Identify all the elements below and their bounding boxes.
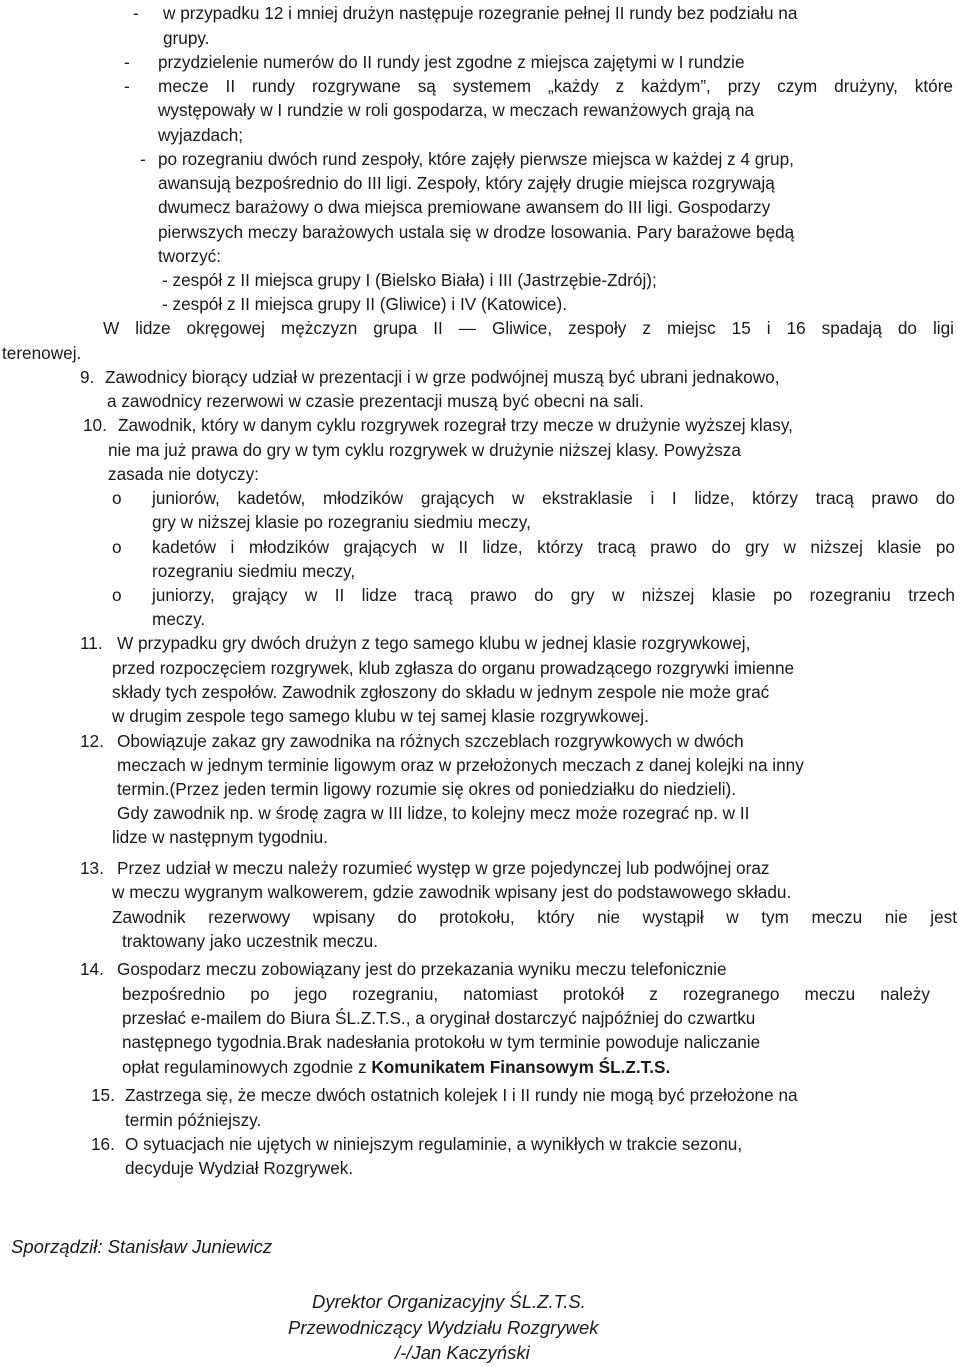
- rule-line: tworzyć:: [158, 246, 222, 266]
- point-text: Zastrzega się, że mecze dwóch ostatnich kolejek I i II rundy nie mogą być przełożone na: [125, 1085, 798, 1105]
- point-text: O sytuacjach nie ujętych w niniejszym regulaminie, a wynikłych w trakcie sezonu,: [125, 1134, 743, 1154]
- prepared-by: Sporządził: Stanisław Juniewicz: [11, 1236, 273, 1257]
- point-number: 9.: [80, 367, 95, 387]
- point-number: 14.: [80, 959, 104, 979]
- point-text: bezpośrednio po jego rozegraniu, natomiast protokół z rozegranego meczu należy: [122, 984, 930, 1004]
- point-text: termin późniejszy.: [125, 1110, 262, 1130]
- point-text: a zawodnicy rezerwowi w czasie prezentacji muszą być obecni na sali.: [107, 391, 644, 411]
- point-text: nie ma już prawa do gry w tym cyklu rozgrywek w drużynie niższej klasy. Powyższa: [108, 440, 741, 460]
- bullet-text: gry w niższej klasie po rozegraniu siedmiu meczy,: [152, 512, 531, 532]
- rule-line: mecze II rundy rozgrywane są systemem „każdy z każdym”, przy czym drużyny, które: [158, 76, 953, 96]
- dash-marker: -: [124, 52, 130, 72]
- point-text: Zawodnicy biorący udział w prezentacji i w grze podwójnej muszą być ubrani jednakowo,: [105, 367, 780, 387]
- rule-line: pierwszych meczy barażowych ustala się w drodze losowania. Pary barażowe będą: [158, 222, 795, 242]
- point-text: następnego tygodnia.Brak nadesłania protokołu w tym terminie powoduje naliczanie: [122, 1032, 761, 1052]
- playoff-pair: - zespół z II miejsca grupy I (Bielsko Biała) i III (Jastrzębie-Zdrój);: [162, 270, 657, 290]
- rule-line: wyjazdach;: [158, 125, 244, 145]
- point-text: w drugim zespole tego samego klubu w tej samej klasie rozgrywkowej.: [112, 706, 649, 726]
- point-number: 13.: [80, 858, 104, 878]
- point-text: Obowiązuje zakaz gry zawodnika na różnych szczeblach rozgrywkowych w dwóch: [117, 731, 744, 751]
- rule-line: grupy.: [163, 28, 210, 48]
- playoff-pair: - zespół z II miejsca grupy II (Gliwice) i IV (Katowice).: [162, 294, 567, 314]
- finance-reference: Komunikatem Finansowym ŚL.Z.T.S.: [371, 1057, 671, 1077]
- signature-title: Przewodniczący Wydziału Rozgrywek: [288, 1317, 599, 1338]
- point-text: Zawodnik rezerwowy wpisany do protokołu, który nie wystąpił w tym meczu nie jest: [112, 907, 957, 927]
- point-number: 15.: [91, 1085, 115, 1105]
- relegation-note: W lidze okręgowej mężczyzn grupa II — Gliwice, zespoły z miejsc 15 i 16 spadają do ligi: [103, 318, 954, 338]
- point-number: 12.: [80, 731, 104, 751]
- point-text: w meczu wygranym walkowerem, gdzie zawodnik wpisany jest do podstawowego składu.: [112, 882, 792, 902]
- dash-marker: -: [133, 3, 139, 23]
- dash-marker: -: [124, 76, 130, 96]
- point-text: W przypadku gry dwóch drużyn z tego samego klubu w jednej klasie rozgrywkowej,: [117, 633, 751, 653]
- rule-line: przydzielenie numerów do II rundy jest zgodne z miejsca zajętymi w I rundzie: [158, 52, 745, 72]
- rule-line: dwumecz barażowy o dwa miejsca premiowane awansem do III ligi. Gospodarzy: [158, 197, 771, 217]
- relegation-note: terenowej.: [2, 343, 82, 363]
- point-text: [122, 1055, 670, 1079]
- bullet-text: juniorzy, grający w II lidze tracą prawo do gry w niższej klasie po rozegraniu trzech: [152, 585, 955, 605]
- rule-line: awansują bezpośrednio do III ligi. Zespoły, który zajęły drugie miejsca rozgrywają: [158, 173, 775, 193]
- point-text: przed rozpoczęciem rozgrywek, klub zgłasza do organu prowadzącego rozgrywki imienne: [112, 658, 795, 678]
- point-text: Zawodnik, który w danym cyklu rozgrywek rozegrał trzy mecze w drużynie wyższej klasy,: [118, 415, 793, 435]
- point-number: 10.: [83, 415, 107, 435]
- point-text: składy tych zespołów. Zawodnik zgłoszony do składu w jednym zespole nie może grać: [112, 682, 770, 702]
- point-number: 16.: [91, 1134, 115, 1154]
- bullet-marker: o: [112, 537, 122, 557]
- point-text: decyduje Wydział Rozgrywek.: [125, 1158, 354, 1178]
- point-text: termin.(Przez jeden termin ligowy rozumie się okres od poniedziałku do niedzieli).: [117, 779, 737, 799]
- point-text-plain: opłat regulaminowych zgodnie z: [122, 1057, 372, 1077]
- point-text: Gdy zawodnik np. w środę zagra w III lidze, to kolejny mecz może rozegrać np. w II: [117, 803, 750, 823]
- point-text: przesłać e-mailem do Biura ŚL.Z.T.S., a oryginał dostarczyć najpóźniej do czwartku: [122, 1008, 756, 1028]
- rule-line: w przypadku 12 i mniej drużyn następuje rozegranie pełnej II rundy bez podziału na: [163, 3, 798, 23]
- dash-marker: -: [140, 149, 146, 169]
- signature-name: /-/Jan Kaczyński: [395, 1342, 530, 1363]
- bullet-marker: o: [112, 488, 122, 508]
- signature-title: Dyrektor Organizacyjny ŚL.Z.T.S.: [312, 1291, 586, 1312]
- point-text: Gospodarz meczu zobowiązany jest do przekazania wyniku meczu telefonicznie: [117, 959, 727, 979]
- point-text: lidze w następnym tygodniu.: [112, 827, 328, 847]
- bullet-text: kadetów i młodzików grających w II lidze, którzy tracą prawo do gry w niższej klasie po: [152, 537, 955, 557]
- point-number: 11.: [80, 633, 103, 653]
- bullet-text: meczy.: [152, 609, 206, 629]
- rule-line: występowały w I rundzie w roli gospodarza, w meczach rewanżowych grają na: [158, 100, 755, 120]
- bullet-text: juniorów, kadetów, młodzików grających w ekstraklasie i I lidze, którzy tracą prawo do: [152, 488, 955, 508]
- point-text: meczach w jednym terminie ligowym oraz w przełożonych meczach z danej kolejki na inny: [117, 755, 804, 775]
- point-text: zasada nie dotyczy:: [108, 464, 259, 484]
- point-text: traktowany jako uczestnik meczu.: [122, 931, 379, 951]
- point-text: Przez udział w meczu należy rozumieć występ w grze pojedynczej lub podwójnej oraz: [117, 858, 770, 878]
- bullet-marker: o: [112, 585, 122, 605]
- rule-line: po rozegraniu dwóch rund zespoły, które zajęły pierwsze miejsca w każdej z 4 grup,: [158, 149, 794, 169]
- bullet-text: rozegraniu siedmiu meczy,: [152, 561, 356, 581]
